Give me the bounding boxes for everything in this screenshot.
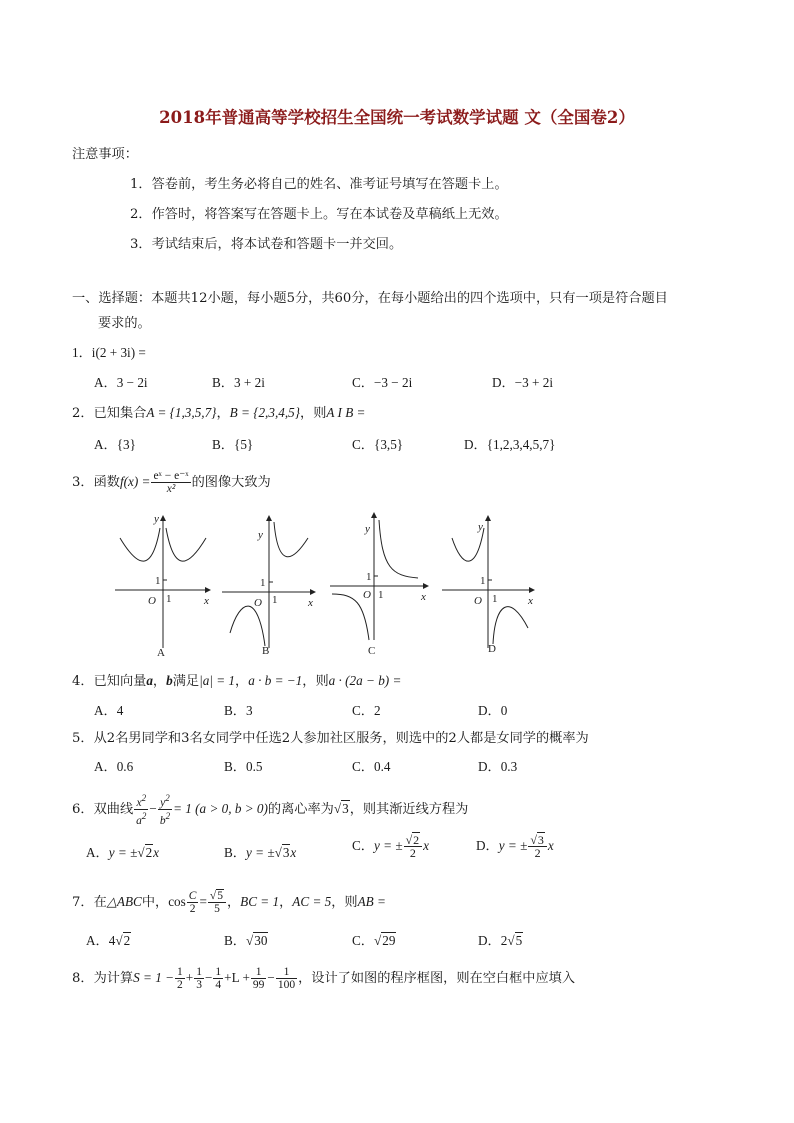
q7-option-b: B．√30 <box>224 933 268 948</box>
q3-fx: f(x) = <box>119 474 151 489</box>
q6-number: 6． <box>72 801 94 817</box>
q1-option-d: D．−3 + 2i <box>492 375 554 390</box>
section-heading: 一、选择题：本题共12小题，每小题5分，共60分，在每小题给出的四个选项中，只有一项是符合题目 <box>72 291 668 306</box>
q7-frac-c: $\frac{C}{2}$ <box>188 890 197 915</box>
q5-option-a: A．0.6 <box>94 759 134 774</box>
q2-option-b: B．{5} <box>212 437 254 452</box>
q7-frac-root5: $\frac{√5}{5}$ <box>208 890 226 915</box>
q3-numerator: eˣ − e⁻ˣ <box>153 470 189 482</box>
graph-c <box>330 513 428 640</box>
graph-a-one-y: 1 <box>155 575 161 587</box>
q4-option-b: B．3 <box>224 703 253 718</box>
q4-text-2: 满足 <box>172 674 200 689</box>
q4-option-c: C．2 <box>352 703 381 718</box>
q1-option-a: A．3 − 2i <box>94 375 148 390</box>
q7-cos: cos <box>168 894 186 909</box>
q7-stem: 7．在△ABC中，cos $\frac{C}{2}$ = $\frac{√5}{5}$ ，BC = 1，AC = 5，则AB = <box>72 890 386 915</box>
q7-ac: AC = 5 <box>292 894 332 909</box>
q2-option-c: C．{3,5} <box>352 437 404 452</box>
q2-number: 2． <box>72 406 94 421</box>
graph-b-origin: O <box>254 597 262 609</box>
q3-denominator: x² <box>166 483 176 495</box>
q2-option-d: D．{1,2,3,4,5,7} <box>464 437 556 452</box>
q4-expr: a · (2a − b) = <box>328 673 402 688</box>
page-title: 2018年普通高等学校招生全国统一考试数学试题 文（全国卷2） <box>159 108 635 127</box>
notice-item-2: 2．作答时，将答案写在答题卡上。写在本试卷及草稿纸上无效。 <box>130 207 508 222</box>
graph-b-y-label: y <box>258 529 263 541</box>
section-heading-cont: 要求的。 <box>98 316 151 331</box>
q4-text-1: 已知向量 <box>93 674 147 689</box>
graph-a-origin: O <box>148 595 156 607</box>
q2-expr: A I B = <box>326 405 366 420</box>
graph-a <box>115 516 210 648</box>
q6-text-2: 的离心率为 <box>267 801 334 817</box>
q2-text-2: ，则 <box>300 406 327 421</box>
q6-option-d: D．y = ± $\frac{√3}{2}$ x <box>476 833 554 860</box>
graph-c-origin: O <box>363 589 371 601</box>
q1-option-b: B．3 + 2i <box>212 375 265 390</box>
graph-b-label: B <box>262 645 270 657</box>
notice-heading: 注意事项： <box>72 147 138 162</box>
q2-option-a: A．{3} <box>94 437 136 452</box>
q8-text-2: ，设计了如图的程序框图，则在空白框中应填入 <box>298 971 576 986</box>
q2-text-1: 已知集合 <box>93 406 147 421</box>
q8-text-1: 为计算 <box>93 971 134 986</box>
q7-text-2: 中， <box>141 895 169 910</box>
graph-b-one-y: 1 <box>260 577 266 589</box>
q8-number: 8． <box>72 971 94 986</box>
q7-triangle: △ABC <box>106 894 142 909</box>
q2-set-a: A = {1,3,5,7} <box>146 405 217 420</box>
q7-option-a: A．4√2 <box>86 933 131 948</box>
q6-frac-y: $\frac{y^2}{b^2}$ <box>159 793 171 827</box>
graph-d-one-y: 1 <box>480 575 486 587</box>
q6-frac-x: $\frac{x^2}{a^2}$ <box>136 793 147 827</box>
q4-option-a: A．4 <box>94 703 124 718</box>
graph-c-y-label: y <box>365 523 370 535</box>
q6-text-1: 双曲线 <box>93 801 134 817</box>
graph-d-x-label: x <box>528 595 533 607</box>
q2-sep: ， <box>216 406 230 421</box>
q5-option-d: D．0.3 <box>478 759 518 774</box>
q8-stem: 8．为计算S = 1 − $\frac{1}{2}$ + $\frac{1}{3}$ − $\frac{1}{4}$ +L + $\frac{1}{99}$ − $\frac{1}{100}$ ，设计了如图的程序框图，则在空白框中应填入 <box>72 966 576 991</box>
q6-condition: = 1 (a > 0, b > 0) <box>173 800 268 816</box>
q7-bc: BC = 1 <box>240 894 280 909</box>
q3-number: 3． <box>72 475 94 490</box>
q1-stem: 1．i(2 + 3i) = <box>72 345 146 360</box>
q6-option-b: B．y = ±√3x <box>224 845 297 860</box>
q1-option-c: C．−3 − 2i <box>352 375 413 390</box>
graph-b <box>222 516 315 648</box>
q7-option-c: C．√29 <box>352 933 396 948</box>
graph-b-one-x: 1 <box>272 594 278 606</box>
graph-a-label: A <box>157 647 165 658</box>
q4-stem <box>72 672 401 691</box>
q7-ab: AB = <box>357 894 386 909</box>
q4-sep-2: ， <box>235 674 249 689</box>
graph-b-x-label: x <box>308 597 313 609</box>
q4-text-3: ，则 <box>302 674 329 689</box>
q7-text-1: 在 <box>93 895 107 910</box>
q2-set-b: B = {2,3,4,5} <box>229 405 301 420</box>
notice-item-3: 3．考试结束后，将本试卷和答题卡一并交回。 <box>130 237 403 252</box>
q5-stem: 5．从2名男同学和3名女同学中任选2人参加社区服务，则选中的2人都是女同学的概率为 <box>72 731 589 746</box>
q4-option-d: D．0 <box>478 703 508 718</box>
q2-stem <box>72 404 365 423</box>
graph-c-x-label: x <box>421 591 426 603</box>
graph-d-y-label: y <box>478 521 483 533</box>
q3-text-1: 函数 <box>93 475 120 490</box>
graph-a-x-label: x <box>204 595 209 607</box>
graph-a-one-x: 1 <box>166 593 172 605</box>
graph-d-label: D <box>488 643 496 655</box>
q7-option-d: D．2√5 <box>478 933 523 948</box>
q3-graphs <box>110 508 550 658</box>
q5-option-c: C．0.4 <box>352 759 391 774</box>
q6-option-c: C．y = ± $\frac{√2}{2}$ x <box>352 833 430 860</box>
q6-eccentricity: √3 <box>333 800 349 816</box>
q6-option-a: A．y = ±√2x <box>86 845 160 860</box>
graph-c-one-y: 1 <box>366 571 372 583</box>
q4-number: 4． <box>72 674 94 689</box>
graph-d <box>442 516 534 648</box>
q4-cond-2: a · b = −1 <box>248 673 303 688</box>
q7-number: 7． <box>72 895 94 910</box>
q3-fraction <box>151 470 190 495</box>
graph-c-one-x: 1 <box>378 589 384 601</box>
q4-vector-b: b <box>166 673 173 688</box>
graph-a-y-label: y <box>154 513 159 525</box>
graph-d-origin: O <box>474 595 482 607</box>
q6-text-3: ，则其渐近线方程为 <box>349 801 469 817</box>
q4-sep: ， <box>152 674 167 689</box>
q8-s: S = 1 − <box>133 970 175 985</box>
q7-text-3: ，则 <box>331 895 358 910</box>
q4-vector-a: a <box>146 673 153 688</box>
graph-d-one-x: 1 <box>492 593 498 605</box>
q6-stem: 6．双曲线 $\frac{x^2}{a^2}$ − $\frac{y^2}{b^2}$ = 1 (a > 0, b > 0)的离心率为√3，则其渐近线方程为 <box>72 793 469 827</box>
q3-stem <box>72 470 271 495</box>
graph-c-label: C <box>368 645 376 657</box>
q3-text-2: 的图像大致为 <box>191 475 271 490</box>
q5-option-b: B．0.5 <box>224 759 263 774</box>
q4-cond-1: |a| = 1 <box>199 673 236 688</box>
notice-item-1: 1．答卷前，考生务必将自己的姓名、准考证号填写在答题卡上。 <box>130 177 508 192</box>
